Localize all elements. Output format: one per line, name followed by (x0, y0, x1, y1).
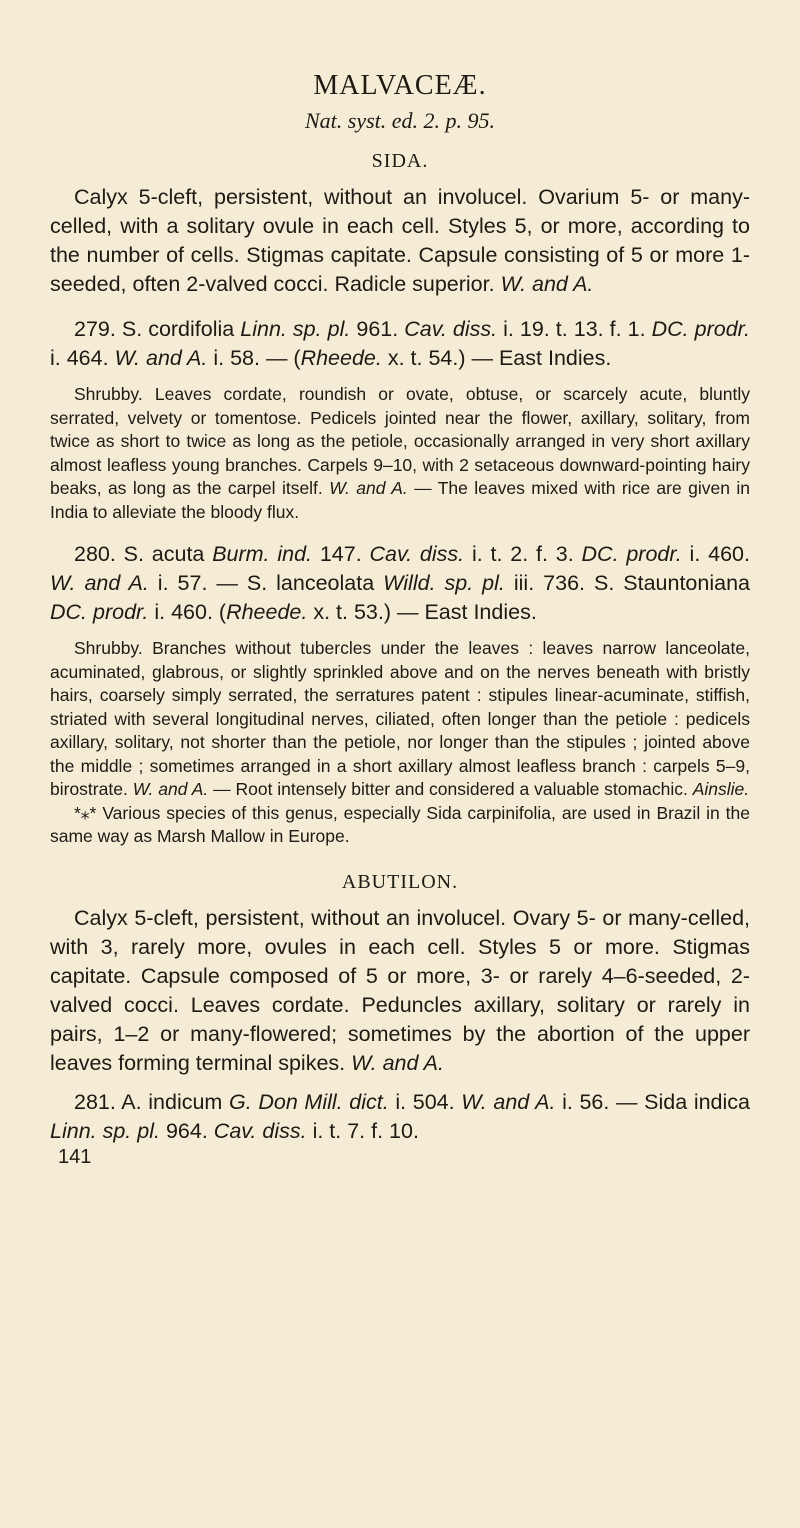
species-280-citation (50, 540, 750, 627)
notes-text: Shrubby. Branches without tubercles under the leaves : leaves narrow lanceolate, acuminated, glabrous, or slightly sprinkled above and on the nerves beneath with bristly hairs, coarsely simply serrated, the serratures patent : stipules linear-acuminate, stiffish, striated with several longitudinal nerves, ciliated, often longer than the petiole : pedicels axillary, solitary, not shorter than the petiole, nor longer than the stipules ; jointed above the middle ; sometimes arranged in a short axillary almost leafless branch : carpels 5–9, birostrate. (50, 638, 750, 799)
citation-ref: iii. 736. S. Stauntoniana (513, 571, 750, 595)
citation: Burm. ind. (212, 542, 313, 566)
citation: Linn. sp. pl. (50, 1118, 160, 1143)
citation: Rheede. (300, 346, 382, 370)
species-280-notes (50, 637, 750, 802)
citation-ref: i. 504. (395, 1089, 455, 1114)
citation-ref: i. 19. t. 13. f. 1. (503, 317, 646, 341)
citation: DC. prodr. (581, 542, 682, 566)
notes-text: Shrubby. Leaves cordate, roundish or ovate, obtuse, or scarcely acute, bluntly serrated, velvety or tomentose. Pedicels jointed near the flower, axillary, solitary, from twice as short to twice as long as the petiole, occasionally arranged in very short axillary almost leafless young branches. Carpels 9–10, with 2 setaceous downward-pointing hairy beaks, as long as the carpel itself. (50, 384, 750, 498)
abutilon-description-authority: W. and A. (351, 1050, 444, 1075)
notes-authority: W. and A. (329, 478, 408, 498)
notes-text: — The leaves mixed with rice are given in India to alleviate the bloody flux. (50, 478, 750, 522)
citation: Rheede. (226, 600, 308, 624)
genus-title-abutilon: ABUTILON. (341, 870, 459, 893)
genus-title-sida: SIDA. (371, 150, 429, 172)
footnote-mark: *⁎* (74, 802, 97, 823)
citation-ref: i. 58. — ( (213, 346, 301, 370)
sida-description (50, 183, 750, 299)
sida-description-text: Calyx 5-cleft, persistent, without an involucel. Ovarium 5- or many-celled, with a solitary ovule in each cell. Styles 5, or more, according to the number of cells. Stigmas capitate. Capsule consisting of 5 or more 1-seeded, often 2-valved cocci. Radicle superior. (50, 185, 750, 296)
notes-text: — Root intensely bitter and considered a valuable stomachic. (213, 779, 688, 799)
citation: Cav. diss. (369, 542, 465, 566)
citation: DC. prodr. (651, 317, 751, 341)
species-279-name: 279. S. cordifolia (74, 317, 235, 341)
citation-ref: i. 460. (689, 542, 750, 566)
citation-ref: i. 57. — S. lanceolata (157, 571, 375, 595)
abutilon-description-text: Calyx 5-cleft, persistent, without an involucel. Ovary 5- or many-celled, with 3, rarely more, ovules in each cell. Styles 5 or more. Stigmas capitate. Capsule composed of 5 or more, 3- or rarely 4–6-seeded, 2-valved cocci. Leaves cordate. Peduncles axillary, solitary or rarely in pairs, 1–2 or many-flowered; sometimes by the abortion of the upper leaves forming terminal spikes. (50, 905, 750, 1075)
family-reference: Nat. syst. ed. 2. p. 95. (304, 108, 496, 133)
citation-ref: i. t. 7. f. 10. (312, 1118, 419, 1143)
citation-ref: 964. (165, 1118, 208, 1143)
page (50, 30, 750, 1169)
citation: G. Don Mill. dict. (229, 1089, 389, 1114)
citation-ref: i. 460. ( (154, 600, 227, 624)
citation: Cav. diss. (404, 317, 498, 341)
citation: Willd. sp. pl. (383, 571, 505, 595)
citation-ref: i. t. 2. f. 3. (471, 542, 574, 566)
notes-authority: W. and A. (132, 779, 209, 799)
citation-ref: 961. (356, 317, 399, 341)
citation-ref: x. t. 54.) — East Indies. (387, 346, 612, 370)
citation-ref: x. t. 53.) — East Indies. (313, 600, 537, 624)
citation-ref: i. 464. (50, 346, 109, 370)
species-281-citation (50, 1088, 750, 1146)
species-279-citation (50, 315, 750, 373)
citation: Linn. sp. pl. (240, 317, 351, 341)
species-280-name: 280. S. acuta (74, 542, 205, 566)
citation: Cav. diss. (213, 1118, 307, 1143)
citation: W. and A. (50, 571, 149, 595)
citation-ref: i. 56. — Sida indica (562, 1089, 750, 1114)
species-279-notes (50, 383, 750, 524)
citation: W. and A. (461, 1089, 556, 1114)
sida-footnote (50, 802, 750, 849)
citation: W. and A. (114, 346, 208, 370)
abutilon-description (50, 904, 750, 1078)
species-281-name: 281. A. indicum (74, 1089, 223, 1114)
family-title: MALVACEÆ. (313, 70, 487, 101)
citation: DC. prodr. (50, 600, 149, 624)
notes-authority: Ainslie. (692, 779, 750, 799)
citation-ref: 147. (319, 542, 362, 566)
footnote-text: Various species of this genus, especially Sida carpinifolia, are used in Brazil in the same way as Marsh Mallow in Europe. (50, 802, 751, 846)
page-number: 141 (58, 1145, 92, 1168)
sida-description-authority: W. and A. (500, 272, 594, 296)
